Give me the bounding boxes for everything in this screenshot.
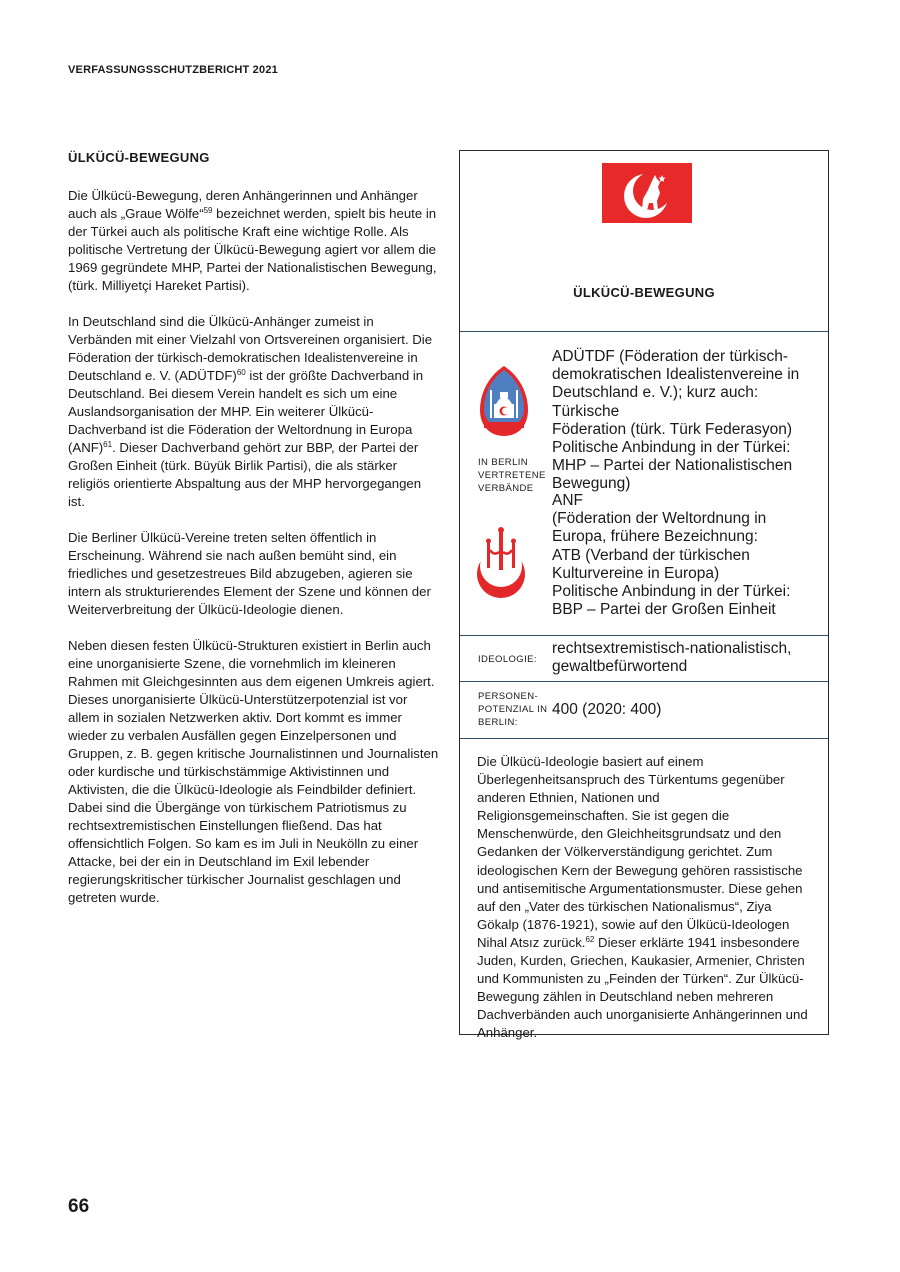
footnote-ref-62[interactable]: 62 — [585, 934, 595, 944]
wolf-crescent-emblem-icon — [602, 163, 692, 223]
associations-section — [460, 332, 828, 636]
info-box — [459, 150, 829, 1041]
main-column — [68, 150, 440, 925]
footnote-ref-59[interactable]: 59 — [203, 206, 213, 215]
persons-value: 400 (2020: 400) — [552, 701, 662, 718]
footnote-ref-61[interactable]: 61 — [103, 440, 113, 449]
section-title: ÜLKÜCÜ-BEWEGUNG — [68, 150, 210, 165]
ideology-description: Die Ülkücü-Ideologie basiert auf einem Überlegenheitsanspruch des Türkentums gegenüber anderen Ethnien, Nationen und Religionsgemeinschaften. Sie ist gegen die Menschenwürde, den Gleichheitsgrundsatz und den Gedanken der Völkerverständigung gerichtet. Zum ideologischen Kern der Bewegung gehören rassistische und antisemitische Argumentationsmuster. Diese gehen auf den „Vater des türkischen Nationalismus“, Ziya Gökalp (1876-1921), sowie auf den Ülkücü-Ideologen Nihal Atsız zurück.$^{62}$ Dieser erklärte 1941 insbesondere Juden, Kurden, Griechen, Kaukasier, Armenier, Christen und Kommunisten zu „Feinden der Türken“. Zur Ülkücü-Bewegung zählen in Deutschland neben mehreren Dachverbänden auch unorganisierte Anhängerinnen und Anhänger. — [477, 754, 808, 1041]
ideology-value: rechtsextremistisch-nationalistisch, gewaltbefürwortend — [552, 640, 792, 676]
persons-row — [460, 682, 828, 739]
paragraph-1: Die Ülkücü-Bewegung, deren Anhängerinnen und Anhänger auch als „Graue Wölfe“$^{59}$ bezeichnet werden, spielt bis heute in der Türkei auch als politische Kraft eine wichtige Rolle. Als politische Vertretung der Ülkücü-Bewegung agiert vor allem die 1969 gegründete MHP, Partei der Nationalistischen Bewegung, (türk. Milliyetçi Hareket Partisi). — [68, 188, 437, 293]
association-aduetdf: ADÜTDF (Föderation der türkisch- demokratischen Idealistenvereine in Deutschland e. V.); kurz auch: Türkische Föderation (türk. Türk Federasyon) Politische Anbindung in der Türkei: MHP – Partei der Nationalistischen Bewegung) — [552, 348, 800, 493]
associations-label: IN BERLIN VERTRETENE VERBÄNDE — [478, 457, 546, 494]
anf-crescent-emblem-icon — [476, 522, 526, 602]
ideology-row — [460, 636, 828, 682]
paragraph-4: Neben diesen festen Ülkücü-Strukturen existiert in Berlin auch eine unorganisierte Szene, die vornehmlich im kleineren Rahmen mit Gleichgesinnten aus dem eigenen Umkreis agiert. Dieses unorganisierte Ülkücü-Unterstützerpotenzial ist vor allem in sozialen Netzwerken aktiv. Dort kommt es immer wieder zu verbalen Ausfällen gegen Einzelpersonen und Gruppen, z. B. gegen kritische Journalistinnen und Journalisten oder kurdische und türkischstämmige Aktivistinnen und Aktivisten, die die Ülkücü-Ideologie als Feindbilder definiert. Dabei sind die Übergänge von türkischem Patriotismus zu rechtsextremistischen Einstellungen fließend. Das hat offensichtlich Folgen. So kam es im Juli in Neukölln zu einer Attacke, bei der ein in Deutschland im Exil lebender regierungskritischer türkischer Journalist geschlagen und getreten wurde. — [68, 638, 439, 905]
running-title: VERFASSUNGSSCHUTZBERICHT 2021 — [68, 64, 278, 76]
paragraph-2: In Deutschland sind die Ülkücü-Anhänger zumeist in Verbänden mit einer Vielzahl von Ortsvereinen organisiert. Die Föderation der türkisch-demokratischen Idealistenvereine in Deutschland e. V. (ADÜTDF)$^{60}$ ist der größte Dachverband in Deutschland. Bei diesem Verein handelt es sich um eine Auslandsorganisation der MHP. Ein weiterer Ülkücü-Dachverband ist die Föderation der Weltordnung in Europa (ANF)$^{61}$. Dieser Dachverband gehört zur BBP, der Partei der Großen Einheit (türk. Büyük Birlik Partisi), die als stärker religiös orientierte Abspaltung aus der MHP hervorgegangen ist. — [68, 314, 433, 509]
mosque-crescent-emblem-icon — [478, 364, 530, 438]
info-box-header — [460, 151, 828, 332]
paragraph-3: Die Berliner Ülkücü-Vereine treten selten öffentlich in Erscheinung. Während sie nach außen bemüht sind, ein friedliches und gesetzestreues Bild abzugeben, agieren sie intern als strukturierendes Element der Szene und können der Weiterverbreitung der Ülkücü-Ideologie dienen. — [68, 530, 431, 617]
footnote-ref-60[interactable]: 60 — [236, 368, 246, 377]
persons-label: PERSONEN-POTENZIAL IN BERLIN: — [478, 691, 548, 728]
page-number: 66 — [68, 1196, 90, 1217]
ideology-label: IDEOLOGIE: — [478, 654, 537, 665]
association-anf: ANF (Föderation der Weltordnung in Europa, frühere Bezeichnung: ATB (Verband der türkischen Kulturvereine in Europa) Politische Anbindung in der Türkei: BBP – Partei der Großen Einheit — [552, 492, 791, 619]
box-title: ÜLKÜCÜ-BEWEGUNG — [573, 285, 715, 300]
